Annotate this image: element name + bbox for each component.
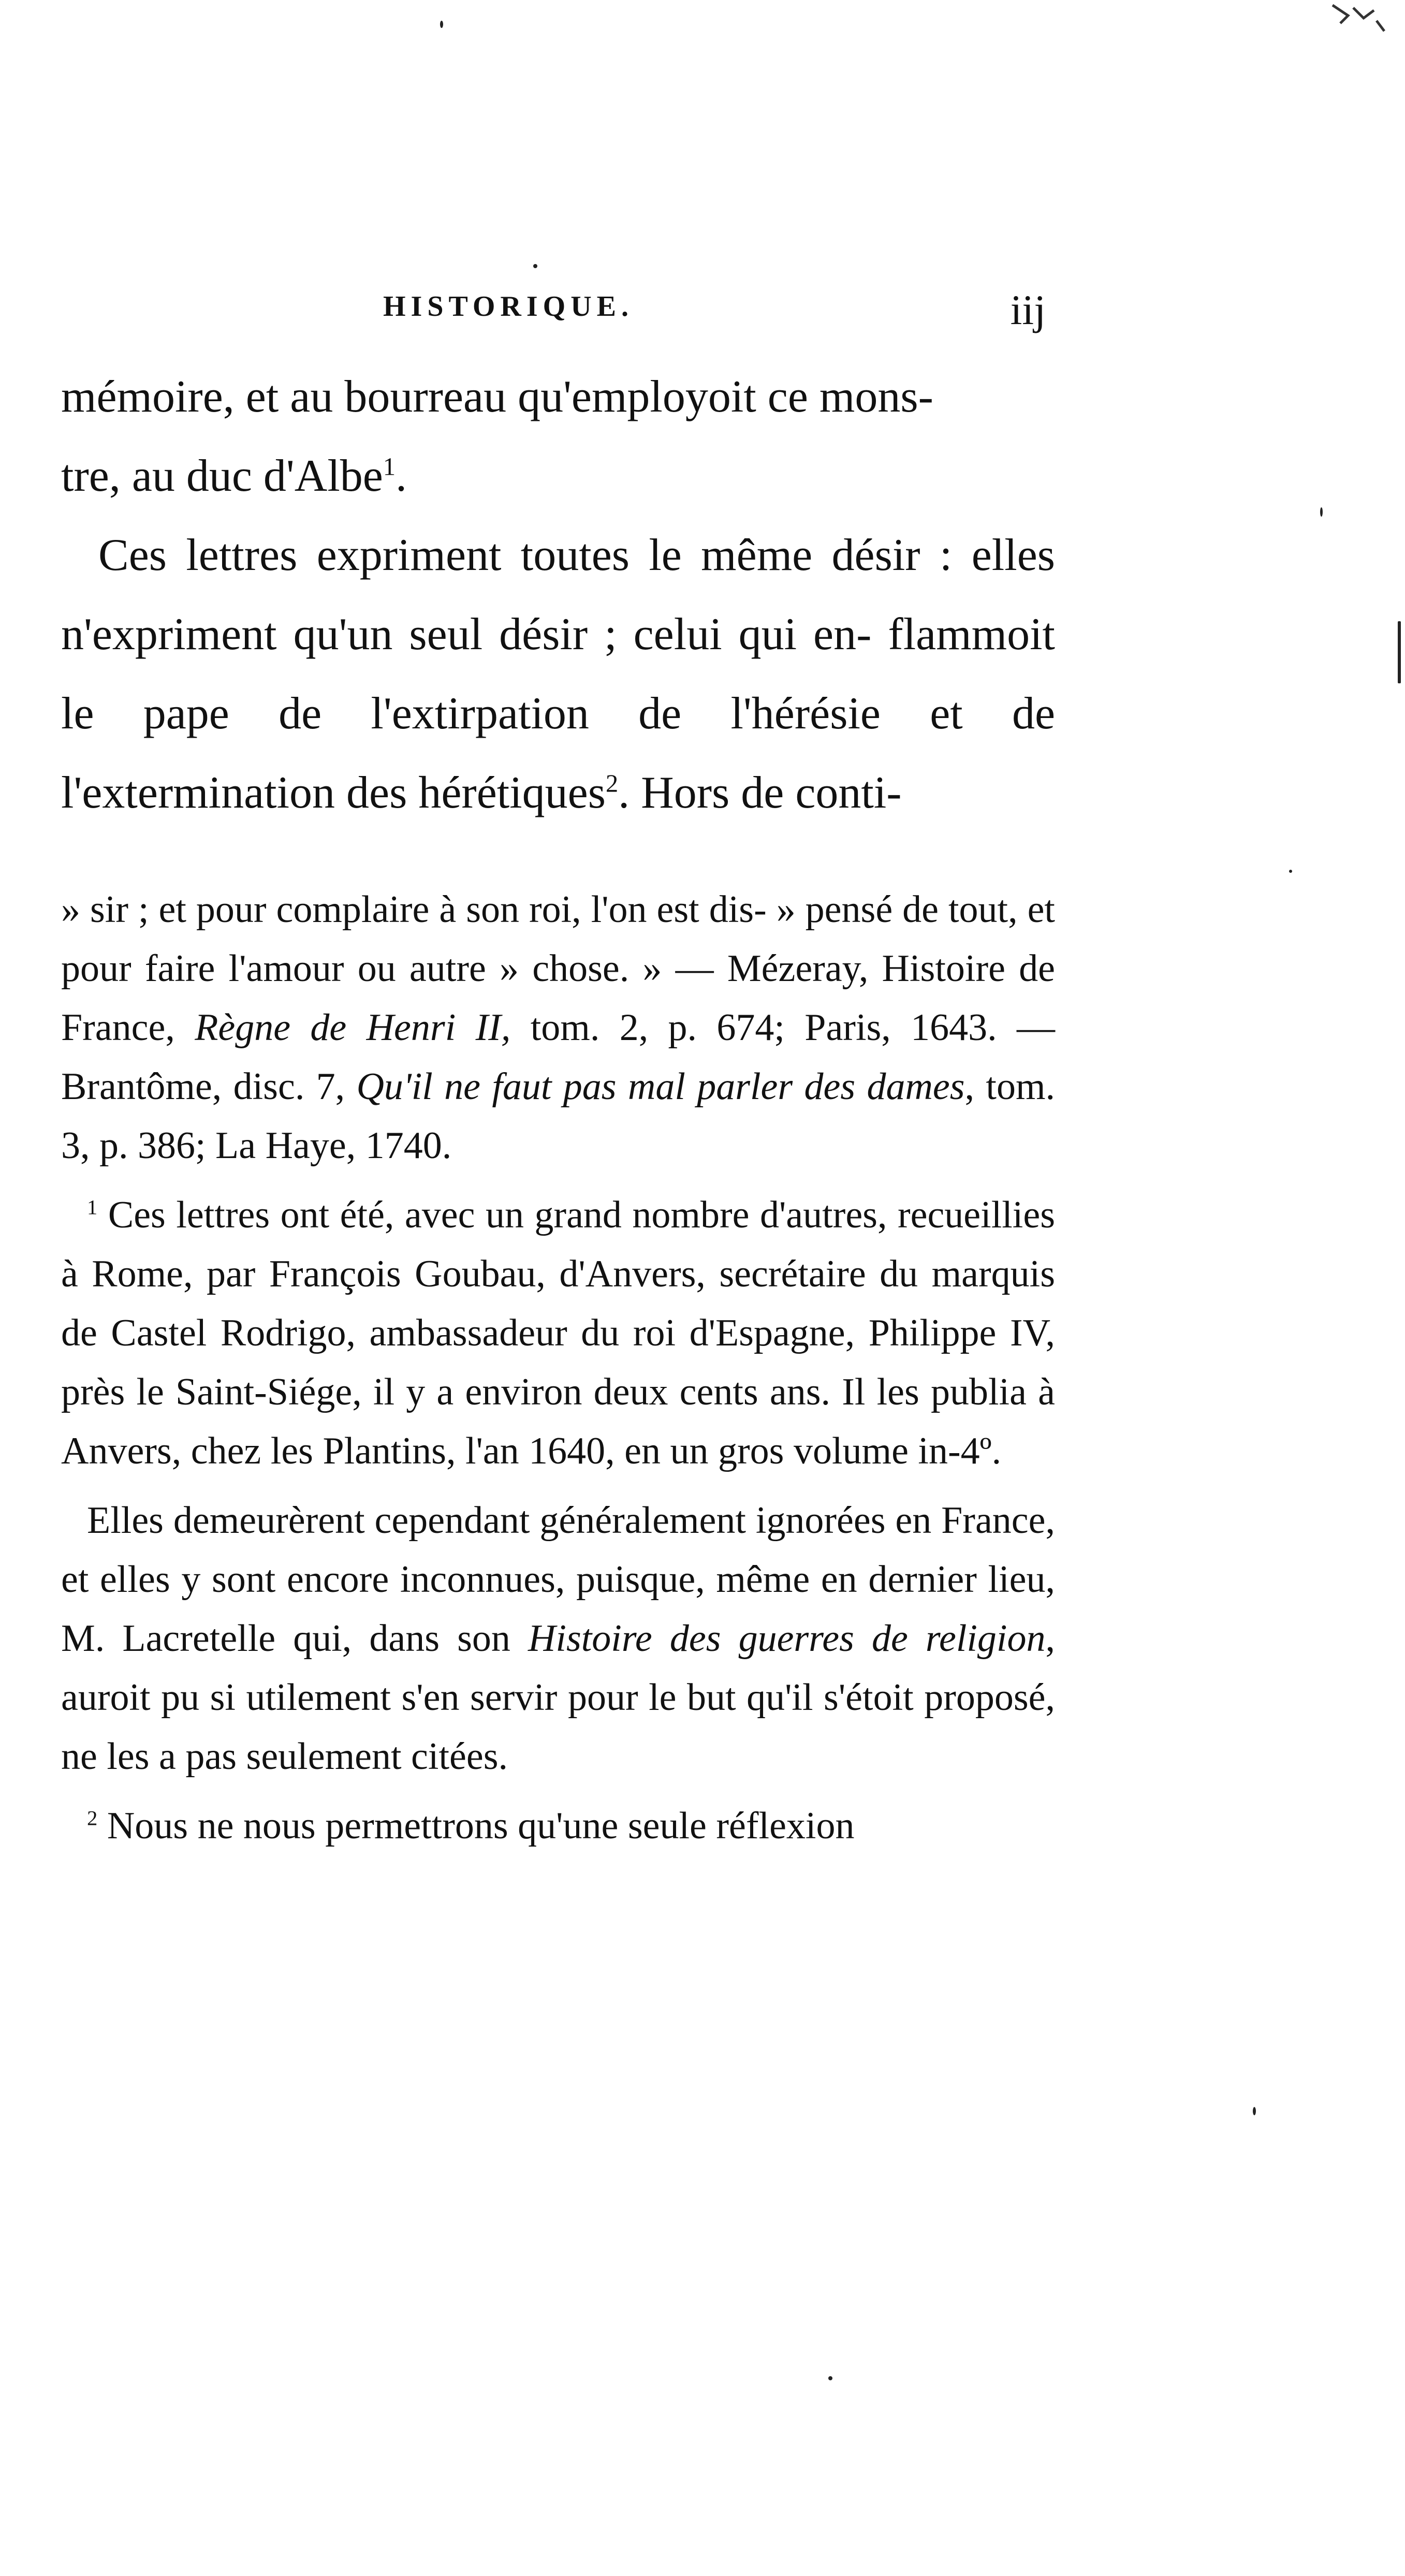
footnote-reference: 1 (383, 453, 396, 481)
footnote-continuation: » sir ; et pour complaire à son roi, l'on est dis- » pensé de tout, et pour faire l'amour ou autre » chose. » — Mézeray, Histoire de France, Règne de Henri II, tom. 2, p. 674; Paris, 1643. — Brantôme, disc. 7, Qu'il ne faut pas mal parler des dames, tom. 3, p. 386; La Haye, 1740. (61, 888, 1055, 1167)
footnote-1: $^1$ Ces lettres ont été, avec un grand nombre d'autres, recueillies à Rome, par François Goubau, d'Anvers, secrétaire du marquis de Castel Rodrigo, ambassadeur du roi d'Espagne, Philippe IV, près le Saint-Siége, il y a environ deux cents ans. Il les publia à Anvers, chez les Plantins, l'an 1640, en un gros volume in-4º. (61, 1194, 1056, 1472)
corner-stamp-mark (1327, 0, 1389, 41)
running-title: HISTORIQUE. (383, 290, 634, 323)
paper-speck (1253, 2107, 1256, 2115)
paper-speck (828, 2376, 832, 2380)
footnote-1-continued: Elles demeurèrent cependant généralement ignorées en France, et elles y sont encore inconnues, puisque, même en dernier lieu, M. Lacretelle qui, dans son Histoire des guerres de religion, auroit pu si utilement s'en servir pour le but qu'il s'étoit proposé, ne les a pas seulement citées. (61, 1499, 1055, 1778)
page-number: iij (1010, 286, 1046, 333)
page-header (383, 286, 1046, 347)
paper-speck (1320, 507, 1323, 517)
footnote-2: $^2$ Nous ne nous permettrons qu'une seule réflexion (87, 1805, 855, 1847)
paper-speck (1289, 870, 1292, 873)
paper-speck (440, 21, 443, 28)
footnote-reference: 2 (605, 770, 619, 798)
footnote-marker: 2 (87, 1806, 98, 1830)
paper-edge-mark (1398, 621, 1401, 683)
text-paragraph: mémoire, et au bourreau qu'employoit ce mons- tre, au duc d'Albe$^1$. (61, 372, 933, 501)
footnotes (61, 880, 1055, 1855)
paper-speck (533, 264, 537, 268)
text-paragraph: Ces lettres expriment toutes le même désir : elles n'expriment qu'un seul désir ; celui qui en- flammoit le pape de l'extirpation de l'hérésie et de l'extermination des hérétiques$^2$. Hors de conti- (61, 530, 1055, 818)
main-text (61, 357, 1055, 832)
footnote-marker: 1 (87, 1195, 98, 1219)
